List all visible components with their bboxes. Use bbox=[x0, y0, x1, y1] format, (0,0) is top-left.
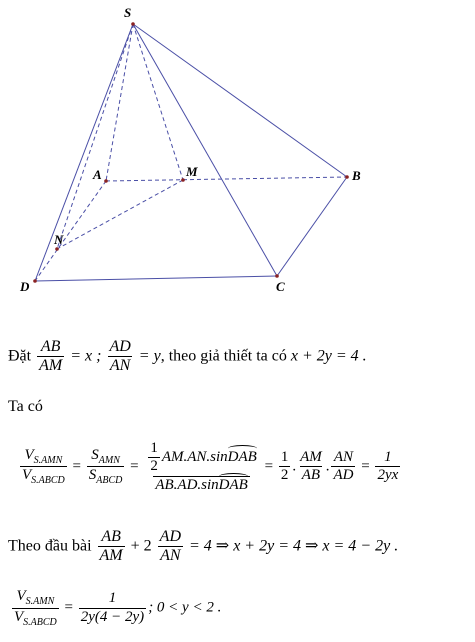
eq-y: = y bbox=[138, 347, 161, 365]
edge-SC bbox=[133, 24, 277, 276]
volume-ratio-line: $\frac{V_{S.AMN}}{V_{S.ABCD}}$ = $\frac{S_{AMN}}{S_{ABCD}}$ = $\frac{1}{2}$ AM.AN.sinDAB AB.AD.sinDAB = $\frac{1}{2}$ . $\frac{AM}{AB}$ . $\frac{AN}{AD}$ = $\frac{1}{2yx}$ bbox=[22, 440, 399, 493]
derivation: = 4 ⇒ x + 2y = 4 ⇒ x = 4 − 2y . bbox=[189, 537, 399, 555]
volume-fraction: $\frac{V_{S.AMN}}{V_{S.ABCD}}$ bbox=[22, 446, 65, 487]
ta-co: Ta có bbox=[8, 398, 43, 415]
eq-x: = x ; bbox=[70, 347, 102, 365]
final-line: $\frac{V_{S.AMN}}{V_{S.ABCD}}$ = $\frac{1}{2y(4 - 2y)}$ ; 0 < y < 2 . bbox=[14, 588, 222, 628]
condition-eq: x + 2y = 4 . bbox=[290, 347, 367, 365]
label-S: S bbox=[124, 5, 132, 20]
result-fraction: $\frac{1}{2yx}$ bbox=[377, 449, 399, 484]
dat-word: Đặt bbox=[8, 347, 32, 365]
edge-SD bbox=[35, 24, 133, 281]
label-B: B bbox=[352, 168, 361, 183]
theo-dau-bai-line: Theo đầu bài $\frac{AB}{AM}$ + 2 $\frac{AD}{AN}$ = 4 ⇒ x + 2y = 4 ⇒ x = 4 − 2y . bbox=[8, 528, 399, 565]
sine-fraction: $\frac{1}{2}$ AM.AN.sinDAB AB.AD.sinDAB bbox=[150, 440, 257, 493]
point-D bbox=[33, 279, 37, 283]
label-D: D bbox=[20, 279, 30, 294]
edge-SB bbox=[133, 24, 347, 177]
fraction-ab-am: $\frac{AB}{AM}$ bbox=[39, 338, 63, 375]
edge-SA bbox=[106, 24, 133, 181]
pyramid-figure bbox=[0, 0, 475, 310]
edge-SM bbox=[133, 24, 183, 180]
point-A bbox=[104, 179, 108, 183]
label-C: C bbox=[276, 279, 285, 294]
edge-MN bbox=[57, 180, 183, 249]
edge-DC bbox=[35, 276, 277, 281]
hypothesis-text: , theo giả thiết ta có bbox=[160, 347, 287, 365]
label-A: A bbox=[93, 167, 102, 182]
edge-SN bbox=[57, 24, 133, 249]
edge-AB bbox=[106, 177, 347, 181]
point-M bbox=[181, 178, 185, 182]
area-fraction: $\frac{S_{AMN}}{S_{ABCD}}$ bbox=[88, 446, 123, 487]
definition-line bbox=[8, 338, 367, 376]
theo-dau-bai: Theo đầu bài bbox=[8, 537, 92, 555]
point-C bbox=[275, 274, 279, 278]
label-N: N bbox=[54, 232, 64, 247]
fraction-ad-an: $\frac{AD}{AN}$ bbox=[109, 338, 131, 375]
point-S bbox=[131, 22, 135, 26]
label-M: M bbox=[186, 164, 198, 179]
ta-co-line bbox=[8, 398, 43, 416]
edge-AD bbox=[35, 181, 106, 281]
final-condition: ; 0 < y < 2 . bbox=[148, 599, 222, 616]
point-B bbox=[345, 175, 349, 179]
half: $\frac{1}{2}$ bbox=[280, 449, 289, 484]
point-N bbox=[55, 247, 59, 251]
edge-CB bbox=[277, 177, 347, 276]
